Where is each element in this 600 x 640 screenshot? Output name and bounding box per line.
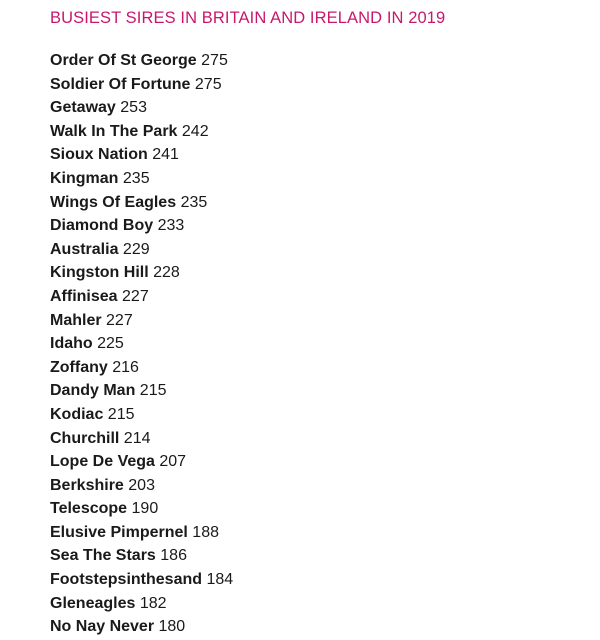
list-item xyxy=(50,427,590,451)
sire-count: 186 xyxy=(160,547,187,565)
sire-name: Order Of St George xyxy=(50,52,197,69)
sire-name: Berkshire xyxy=(50,476,124,494)
sire-count: 190 xyxy=(131,500,159,518)
sire-count: 182 xyxy=(139,594,167,612)
sire-name: Idaho xyxy=(50,335,93,353)
sire-name: Telescope xyxy=(50,500,128,518)
sire-count: 229 xyxy=(122,240,150,258)
sire-name: Lope De Vega xyxy=(50,453,155,471)
sire-count: 215 xyxy=(107,405,135,423)
sire-count: 214 xyxy=(123,429,151,447)
sire-name: Diamond Boy xyxy=(50,217,154,235)
list-item xyxy=(50,191,590,215)
list-item xyxy=(50,332,590,356)
sire-count: 203 xyxy=(128,476,155,494)
sire-count: 180 xyxy=(158,618,186,636)
list-item xyxy=(50,167,590,191)
list-item xyxy=(50,143,590,167)
sire-count: 188 xyxy=(192,523,219,541)
sire-name: Getaway xyxy=(50,99,116,117)
list-item xyxy=(50,96,590,120)
sire-count: 225 xyxy=(97,335,124,353)
sire-count: 241 xyxy=(152,146,179,164)
list-item xyxy=(50,568,590,592)
sire-name: Affinisea xyxy=(50,287,118,305)
sire-name: Churchill xyxy=(50,429,120,447)
sire-count: 184 xyxy=(206,571,234,589)
sire-name: Elusive Pimpernel xyxy=(50,523,188,541)
sire-count: 275 xyxy=(201,52,228,69)
list-item xyxy=(50,261,590,285)
list-item xyxy=(50,73,590,97)
section-heading: BUSIEST SIRES IN BRITAIN AND IRELAND IN 2019 xyxy=(50,9,446,27)
sire-count: 235 xyxy=(122,169,150,187)
sire-count: 235 xyxy=(180,193,208,211)
list-item xyxy=(50,592,590,616)
sire-count: 227 xyxy=(106,311,133,329)
list-item xyxy=(50,309,590,333)
list-item xyxy=(50,285,590,309)
sire-count: 207 xyxy=(159,453,187,471)
list-item xyxy=(50,214,590,238)
sire-count: 227 xyxy=(122,287,149,305)
list-item xyxy=(50,403,590,427)
sire-name: Soldier Of Fortune xyxy=(50,75,191,93)
sire-name: Sea The Stars xyxy=(50,547,156,565)
list-item xyxy=(50,497,590,521)
sire-name: No Nay Never xyxy=(50,618,155,636)
sire-name: Kingston Hill xyxy=(50,264,149,282)
list-item xyxy=(50,615,590,639)
sire-name: Zoffany xyxy=(50,358,108,376)
list-item xyxy=(50,544,590,568)
sire-count: 233 xyxy=(157,217,185,235)
sire-name: Kingman xyxy=(50,169,119,187)
list-item xyxy=(50,49,590,73)
sire-name: Footstepsinthesand xyxy=(50,571,203,589)
sire-count: 242 xyxy=(181,122,209,140)
article-content xyxy=(50,6,590,639)
sire-count: 253 xyxy=(120,99,147,117)
sire-count: 216 xyxy=(112,358,139,376)
list-item xyxy=(50,356,590,380)
list-item xyxy=(50,474,590,498)
sire-count: 275 xyxy=(194,75,222,93)
list-item xyxy=(50,450,590,474)
sire-list xyxy=(50,49,590,639)
sire-name: Mahler xyxy=(50,311,102,329)
list-item xyxy=(50,379,590,403)
list-item xyxy=(50,521,590,545)
list-item xyxy=(50,238,590,262)
sire-name: Australia xyxy=(50,240,119,258)
sire-name: Sioux Nation xyxy=(50,146,148,164)
sire-name: Gleneagles xyxy=(50,594,136,612)
sire-name: Walk In The Park xyxy=(50,122,178,140)
sire-name: Wings Of Eagles xyxy=(50,193,177,211)
sire-name: Dandy Man xyxy=(50,382,136,400)
list-item xyxy=(50,120,590,144)
sire-count: 228 xyxy=(153,264,180,282)
sire-name: Kodiac xyxy=(50,405,104,423)
sire-count: 215 xyxy=(139,382,167,400)
